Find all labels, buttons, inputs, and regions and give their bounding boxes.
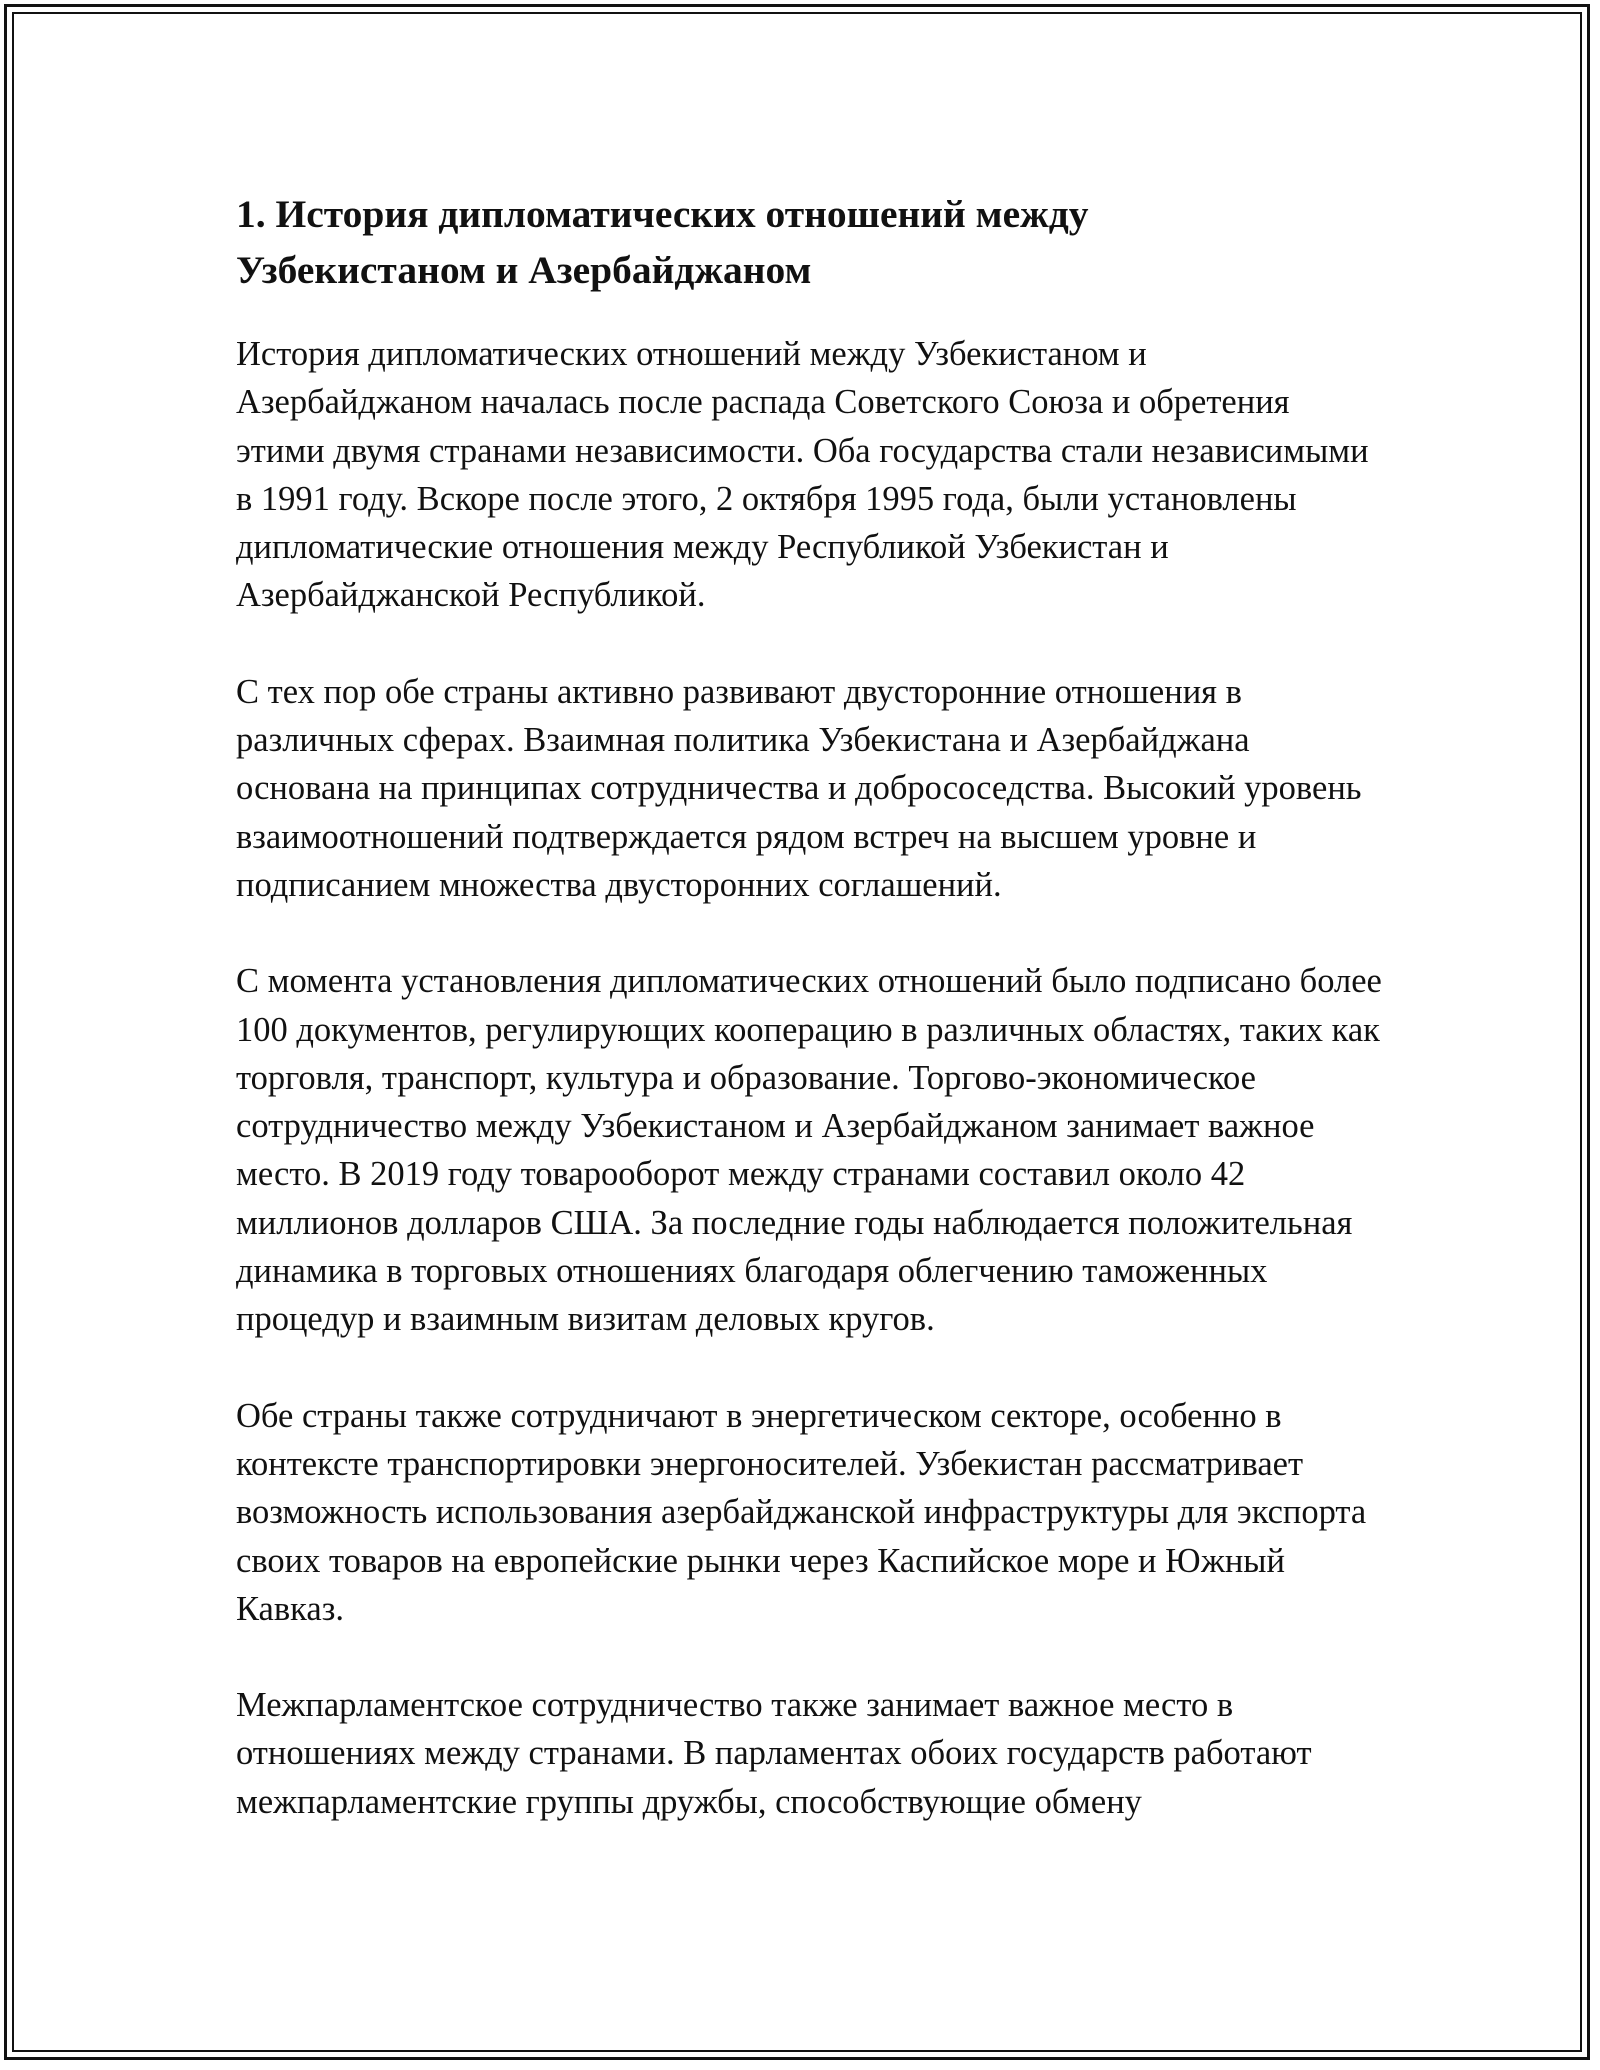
section-heading-line-2: Узбекистаном и Азербайджаном <box>236 248 812 292</box>
paragraph-1: История дипломатических отношений между Узбекистаном и Азербайджаном началась после распада Советского Союза и обретения этими двумя странами независимости. Оба государства стали независимыми в 1991 году. Вскоре после этого, 2 октября 1995 года, были установлены дипломатические отношения между Республикой Узбекистан и Азербайджанской Республикой. <box>236 335 1369 615</box>
paragraph-4: Обе страны также сотрудничают в энергетическом секторе, особенно в контексте транспортировки энергоносителей. Узбекистан рассматривает возможность использования азербайджанской инфраструктуры для экспорта своих товаров на европейские рынки через Каспийское море и Южный Кавказ. <box>236 1396 1367 1628</box>
section-heading-line-1: 1. История дипломатических отношений между <box>236 192 1089 236</box>
paragraph-5: Межпарламентское сотрудничество также занимает важное место в отношениях между странами. В парламентах обоих государств работают межпарламентские группы дружбы, способствующие обмену <box>236 1686 1312 1821</box>
section-heading <box>236 186 1386 298</box>
paragraph-3: С момента установления дипломатических отношений было подписано более 100 документов, регулирующих кооперацию в различных областях, таких как торговля, транспорт, культура и образование. Торгово-экономическое сотрудничество между Узбекистаном и Азербайджаном занимает важное место. В 2019 году товарооборот между странами составил около 42 миллионов долларов США. За последние годы наблюдается положительная динамика в торговых отношениях благодаря облегчению таможенных процедур и взаимным визитам деловых кругов. <box>236 962 1382 1339</box>
paragraph-2: С тех пор обе страны активно развивают двусторонние отношения в различных сферах. Взаимная политика Узбекистана и Азербайджана основана на принципах сотрудничества и добрососедства. Высокий уровень взаимоотношений подтверждается рядом встреч на высшем уровне и подписанием множества двусторонних соглашений. <box>236 672 1362 904</box>
document-body <box>236 186 1386 1826</box>
